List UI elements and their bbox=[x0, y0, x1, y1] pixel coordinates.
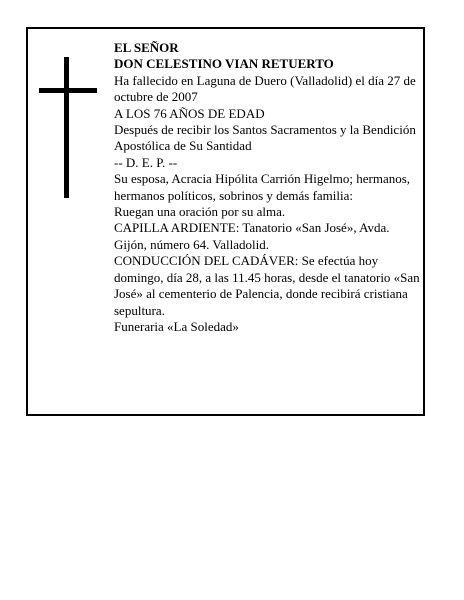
conduction-line: CONDUCCIÓN DEL CADÁVER: Se efectúa hoy domingo, día 28, a las 11.45 horas, desde el tanatorio «San José» al cementerio de Palencia, donde recibirá cristiana sepultura. bbox=[114, 253, 420, 318]
funeral-home-line: Funeraria «La Soledad» bbox=[114, 318, 239, 334]
death-statement: Ha fallecido en Laguna de Duero (Valladolid) el día 27 de octubre de 2007 bbox=[114, 72, 416, 105]
cross-icon bbox=[39, 57, 97, 198]
cross-vertical-bar bbox=[64, 57, 69, 198]
family-line: Su esposa, Acracia Hipólita Carrión Higelmo; hermanos, hermanos políticos, sobrinos y demás familia: bbox=[114, 171, 411, 203]
sacraments-line: Después de recibir los Santos Sacramentos y la Bendición Apostólica de Su Santidad bbox=[114, 122, 416, 154]
obituary-notice bbox=[26, 27, 425, 416]
chapel-line: CAPILLA ARDIENTE: Tanatorio «San José», Avda. Gijón, número 64. Valladolid. bbox=[114, 220, 390, 252]
obituary-text bbox=[114, 40, 420, 335]
rip-line: -- D. E. P. -- bbox=[114, 154, 178, 170]
heading: EL SEÑOR bbox=[114, 40, 179, 55]
age-line: A LOS 76 AÑOS DE EDAD bbox=[114, 105, 265, 121]
cross-horizontal-bar bbox=[39, 88, 97, 93]
prayer-line: Ruegan una oración por su alma. bbox=[114, 204, 286, 220]
deceased-name: DON CELESTINO VIAN RETUERTO bbox=[114, 56, 334, 72]
